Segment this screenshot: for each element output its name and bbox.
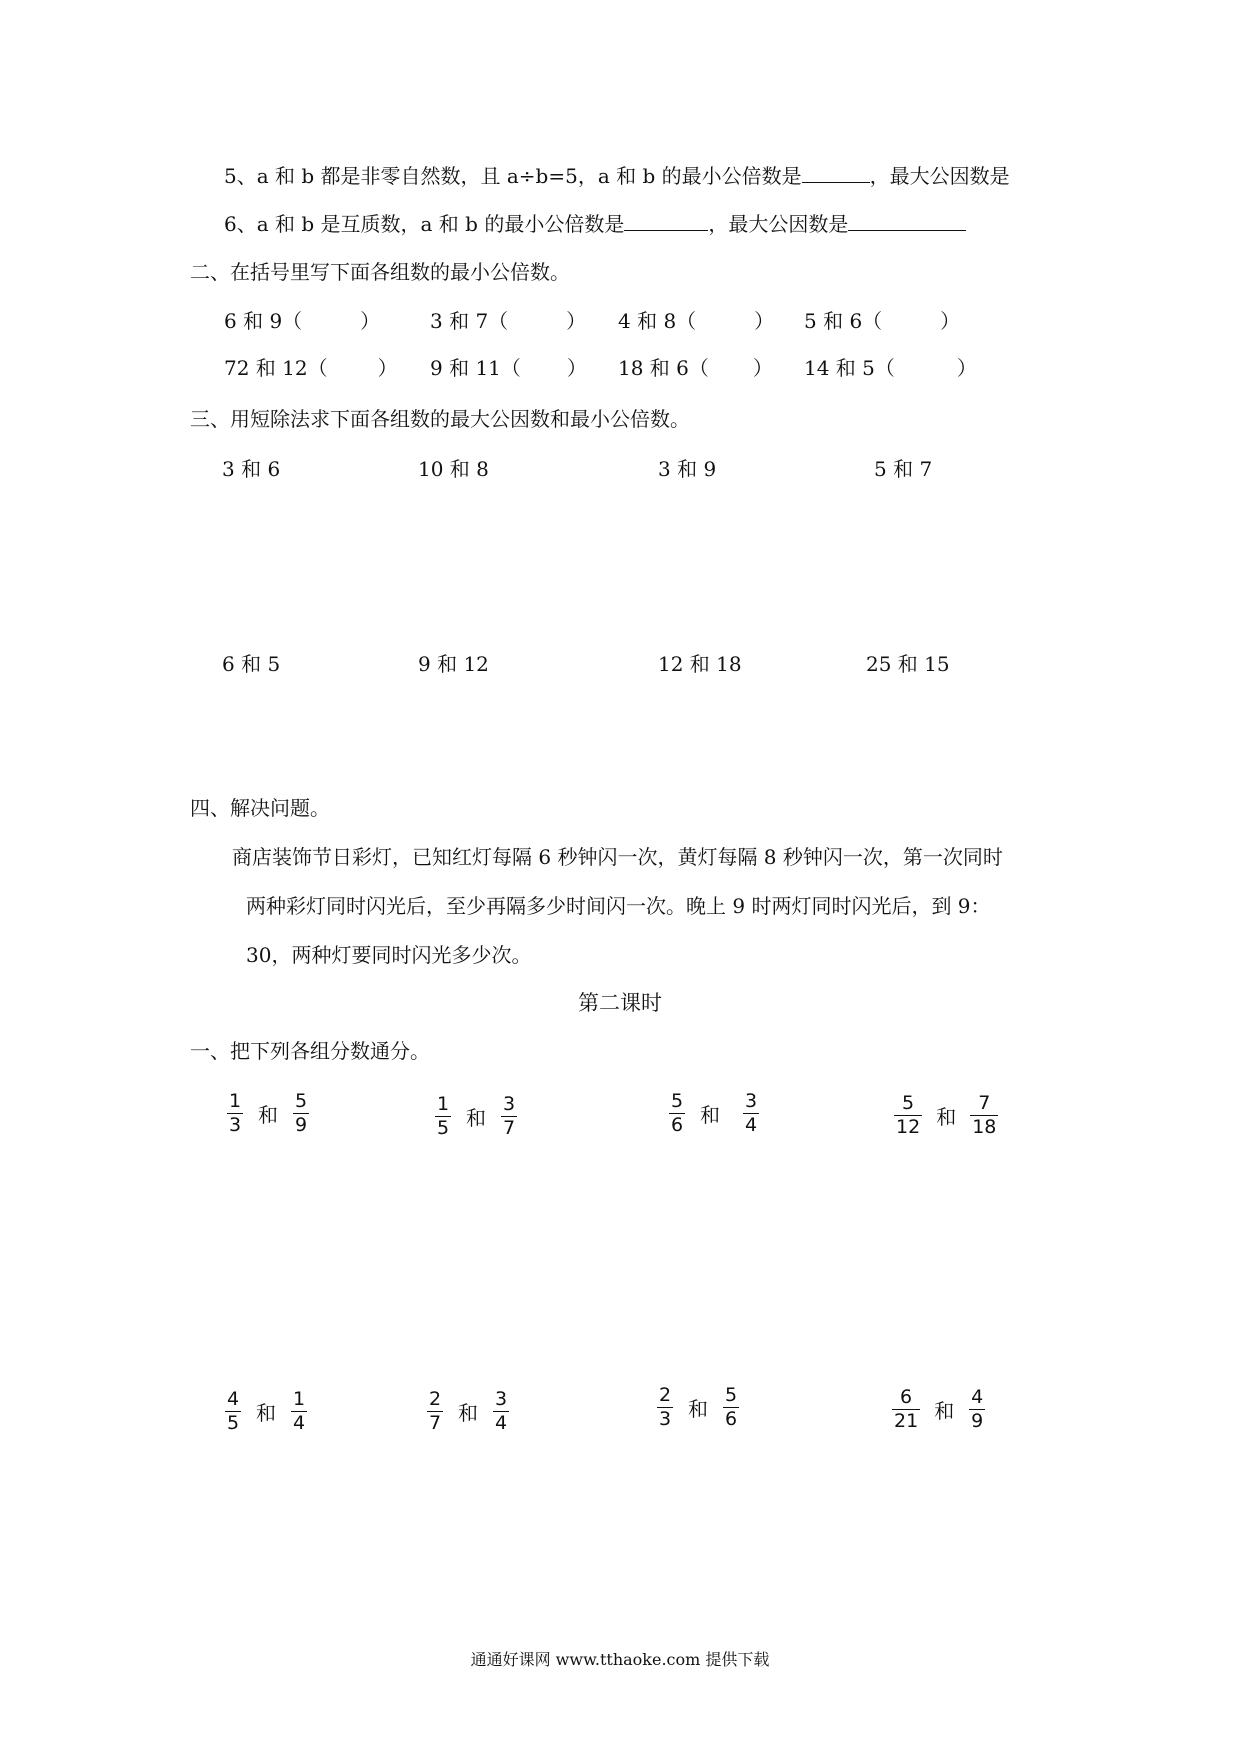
numerator: 5 <box>902 1092 915 1114</box>
denominator: 21 <box>894 1410 919 1432</box>
fraction <box>292 1090 310 1136</box>
question-6-text: 6、a 和 b 是互质数，a 和 b 的最小公倍数是 <box>224 212 625 236</box>
lcm-item-label: 14 和 5（ <box>804 356 895 380</box>
lcm-item <box>804 354 977 382</box>
short-division-item: 3 和 6 <box>222 457 281 481</box>
connector-he: 和 <box>256 1400 276 1425</box>
word-problem-line: 商店装饰节日彩灯，已知红灯每隔 6 秒钟闪一次，黄灯每隔 8 秒钟闪一次，第一次同时 <box>232 845 1003 869</box>
fraction-pair <box>894 1092 998 1138</box>
lcm-item <box>804 307 960 335</box>
fraction-pair <box>426 1388 510 1434</box>
numerator: 6 <box>900 1386 913 1408</box>
lcm-item <box>618 307 774 335</box>
lcm-item <box>224 354 398 382</box>
footer-credit: 通通好课网 www.tthaoke.com 提供下载 <box>470 1650 770 1669</box>
short-division-item: 3 和 9 <box>658 457 717 481</box>
fraction <box>734 1090 768 1136</box>
denominator: 5 <box>226 1412 240 1434</box>
numerator: 2 <box>428 1388 442 1410</box>
fraction <box>224 1388 242 1434</box>
numerator: 4 <box>226 1388 240 1410</box>
answer-blank-lcm[interactable] <box>624 210 708 231</box>
numerator: 1 <box>436 1093 450 1115</box>
denominator: 6 <box>724 1408 738 1430</box>
lcm-item <box>430 354 587 382</box>
fraction-pair <box>434 1093 518 1139</box>
connector-he: 和 <box>466 1105 486 1130</box>
denominator: 6 <box>670 1114 684 1136</box>
paren-close: ） <box>360 309 381 333</box>
fraction <box>426 1388 444 1434</box>
denominator: 18 <box>972 1116 997 1138</box>
numerator: 3 <box>494 1388 508 1410</box>
fraction <box>968 1386 986 1432</box>
denominator: 12 <box>896 1116 921 1138</box>
lcm-item-label: 6 和 9（ <box>224 309 303 333</box>
numerator: 1 <box>228 1090 242 1112</box>
fraction <box>226 1090 244 1136</box>
fraction <box>492 1388 510 1434</box>
fraction-pair <box>892 1386 986 1432</box>
numerator: 7 <box>978 1092 991 1114</box>
connector-he: 和 <box>934 1398 955 1423</box>
denominator: 3 <box>658 1408 672 1430</box>
fraction-pair <box>224 1388 308 1434</box>
fraction <box>656 1384 674 1430</box>
numerator: 5 <box>670 1090 684 1112</box>
numerator: 4 <box>971 1386 984 1408</box>
denominator: 4 <box>292 1412 306 1434</box>
numerator: 1 <box>292 1388 306 1410</box>
paren-close: ） <box>566 309 587 333</box>
short-division-item: 5 和 7 <box>874 457 933 481</box>
lcm-item <box>618 354 773 382</box>
denominator: 5 <box>436 1117 450 1139</box>
denominator: 9 <box>294 1114 308 1136</box>
paren-close: ） <box>754 309 775 333</box>
fraction <box>894 1092 922 1138</box>
lcm-item-label: 18 和 6（ <box>618 356 709 380</box>
short-division-item: 10 和 8 <box>418 457 489 481</box>
numerator: 2 <box>658 1384 672 1406</box>
question-6 <box>224 210 966 238</box>
lcm-item-label: 4 和 8（ <box>618 309 697 333</box>
denominator: 7 <box>428 1412 442 1434</box>
numerator: 5 <box>724 1384 738 1406</box>
numerator: 5 <box>294 1090 308 1112</box>
denominator: 4 <box>494 1412 508 1434</box>
denominator: 7 <box>502 1117 516 1139</box>
section-3-heading: 三、用短除法求下面各组数的最大公因数和最小公倍数。 <box>190 407 690 431</box>
question-5-text-b: ，最大公因数是 <box>869 164 1010 188</box>
section-5-heading: 一、把下列各组分数通分。 <box>190 1039 430 1063</box>
fraction-pair <box>668 1090 768 1136</box>
paren-close: ） <box>566 356 587 380</box>
denominator: 4 <box>744 1114 758 1136</box>
denominator: 9 <box>971 1410 984 1432</box>
lcm-item-label: 3 和 7（ <box>430 309 509 333</box>
question-6-text-b: ，最大公因数是 <box>708 212 849 236</box>
fraction <box>434 1093 452 1139</box>
lcm-item-label: 72 和 12（ <box>224 356 328 380</box>
paren-close: ） <box>940 309 961 333</box>
numerator: 3 <box>744 1090 758 1112</box>
short-division-item: 12 和 18 <box>658 652 742 676</box>
fraction-pair <box>226 1090 310 1136</box>
question-5 <box>224 162 1010 190</box>
connector-he: 和 <box>688 1396 708 1421</box>
fraction <box>722 1384 740 1430</box>
fraction <box>290 1388 308 1434</box>
answer-blank-lcm[interactable] <box>802 162 870 183</box>
lcm-item <box>224 307 380 335</box>
numerator: 3 <box>502 1093 516 1115</box>
connector-he: 和 <box>700 1102 720 1127</box>
word-problem-line: 两种彩灯同时闪光后，至少再隔多少时间闪一次。晚上 9 时两灯同时闪光后，到 9： <box>246 894 991 918</box>
answer-blank-gcd[interactable] <box>848 210 966 231</box>
word-problem-line: 30，两种灯要同时闪光多少次。 <box>246 943 532 967</box>
paren-close: ） <box>377 356 398 380</box>
short-division-item: 6 和 5 <box>222 652 281 676</box>
fraction-pair <box>656 1384 740 1430</box>
fraction <box>892 1386 920 1432</box>
paren-close: ） <box>956 356 977 380</box>
denominator: 3 <box>228 1114 242 1136</box>
section-2-heading: 二、在括号里写下面各组数的最小公倍数。 <box>190 260 570 284</box>
lesson-title: 第二课时 <box>578 991 662 1015</box>
short-division-item: 9 和 12 <box>418 652 489 676</box>
fraction <box>970 1092 998 1138</box>
question-5-text: 5、a 和 b 都是非零自然数，且 a÷b=5，a 和 b 的最小公倍数是 <box>224 164 802 188</box>
section-4-heading: 四、解决问题。 <box>190 796 330 820</box>
lcm-item <box>430 307 586 335</box>
short-division-item: 25 和 15 <box>866 652 950 676</box>
fraction <box>668 1090 686 1136</box>
lcm-item-label: 9 和 11（ <box>430 356 521 380</box>
connector-he: 和 <box>458 1400 478 1425</box>
connector-he: 和 <box>936 1104 957 1129</box>
fraction <box>500 1093 518 1139</box>
paren-close: ） <box>752 356 773 380</box>
connector-he: 和 <box>258 1102 278 1127</box>
lcm-item-label: 5 和 6（ <box>804 309 883 333</box>
